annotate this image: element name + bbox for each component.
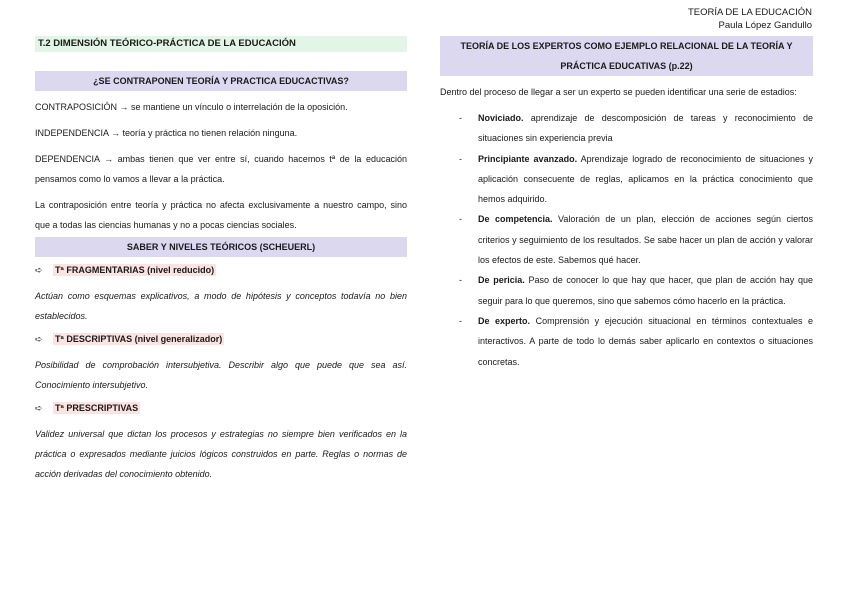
dash-bullet: - [459, 113, 462, 123]
fragmentarias-text: Actúan como esquemas explicativos, a modo de hipótesis y conceptos todavía no bien establecidos. [35, 291, 407, 321]
right-column [440, 36, 813, 372]
stages-list [440, 108, 813, 372]
arrow-icon: ➪ [35, 265, 43, 275]
fragmentarias-item [35, 260, 407, 280]
dash-bullet: - [459, 315, 462, 326]
list-item [440, 270, 813, 311]
header-subject: TEORÍA DE LA EDUCACIÓN [687, 7, 812, 18]
stage-text: Valoración de un plan, elección de acciones según ciertos criterios y seguimiento de los resultados. Se sabe hacer un plan de acción y valorar los efectos de este. Sabemos qué hacer. [478, 214, 813, 266]
fragmentarias-label: Tª FRAGMENTARIAS (nivel reducido) [55, 265, 215, 275]
dash-bullet: - [459, 153, 462, 164]
stage-text: Aprendizaje logrado de reconocimiento de situaciones y aplicación consecuente de reglas, aplicamos en la práctica conocimiento que hemos adquirido. [478, 153, 814, 205]
independencia-line: INDEPENDENCIA → teoría y práctica no tienen relación ninguna. [35, 128, 298, 138]
experts-intro: Dentro del proceso de llegar a ser un experto se pueden identificar una serie de estadios: [440, 87, 797, 97]
stage-text: Comprensión y ejecución situacional en términos contextuales e interactivos. A parte de todo lo demás saber aplicarlo en contextos o situaciones concretas. [478, 315, 813, 367]
list-item [440, 209, 813, 270]
page-header [688, 6, 812, 32]
arrow-icon: ➪ [35, 334, 43, 344]
list-item [440, 108, 813, 149]
question-heading: ¿SE CONTRAPONEN TEORÍA Y PRACTICA EDUCACTIVAS? [35, 71, 407, 91]
descriptivas-text: Posibilidad de comprobación intersubjetiva. Describir algo que puede que sea así. Conocimiento intersubjetivo. [35, 360, 407, 390]
stage-name: De experto. [478, 315, 531, 326]
prescriptivas-text: Validez universal que dictan los procesos y estrategias no siempre bien verificados en la práctica o expresados mediante juicios lógicos construidos en parte. Reglas o normas de acción derivadas del conocimiento obtenido. [35, 429, 407, 479]
prescriptivas-label: Tª PRESCRIPTIVAS [55, 403, 139, 413]
stage-text: Paso de conocer lo que hay que hacer, que plan de acción hay que seguir para lo que queremos, sino que sabemos cómo hacerlo en la práctica. [478, 275, 813, 306]
descriptivas-item [35, 329, 407, 349]
header-author: Paula López Gandullo [718, 20, 812, 31]
arrow-icon: ➪ [35, 403, 43, 413]
experts-heading: TEORÍA DE LOS EXPERTOS COMO EJEMPLO RELACIONAL DE LA TEORÍA Y PRÁCTICA EDUCATIVAS (p.22) [440, 36, 813, 76]
contraposicion-line: CONTRAPOSICIÓN → se mantiene un vínculo o interrelación de la oposición. [35, 102, 348, 112]
list-item [440, 311, 813, 372]
contraposicion-paragraph: La contraposición entre teoría y práctica no afecta exclusivamente a nuestro campo, sino que a todas las ciencias humanas y no a pocas ciencias sociales. [35, 200, 407, 230]
stage-text: aprendizaje de descomposición de tareas y reconocimiento de situaciones sin experiencia previa [478, 113, 813, 144]
dash-bullet: - [459, 275, 462, 286]
stage-name: De competencia. [478, 214, 553, 225]
dash-bullet: - [459, 214, 462, 225]
left-column [35, 36, 407, 484]
stage-name: De pericia. [478, 275, 525, 286]
prescriptivas-item [35, 398, 407, 418]
section-title: T.2 DIMENSIÓN TEÓRICO-PRÁCTICA DE LA EDUCACIÓN [35, 36, 407, 52]
dependencia-paragraph: DEPENDENCIA → ambas tienen que ver entre sí, cuando hacemos tª de la educación pensamos como lo vamos a llevar a la práctica. [35, 154, 407, 184]
descriptivas-label: Tª DESCRIPTIVAS (nivel generalizador) [55, 334, 223, 344]
stage-name: Principiante avanzado. [478, 153, 578, 164]
levels-heading: SABER Y NIVELES TEÓRICOS (SCHEUERL) [35, 237, 407, 257]
stage-name: Noviciado. [478, 113, 524, 123]
list-item [440, 149, 813, 210]
